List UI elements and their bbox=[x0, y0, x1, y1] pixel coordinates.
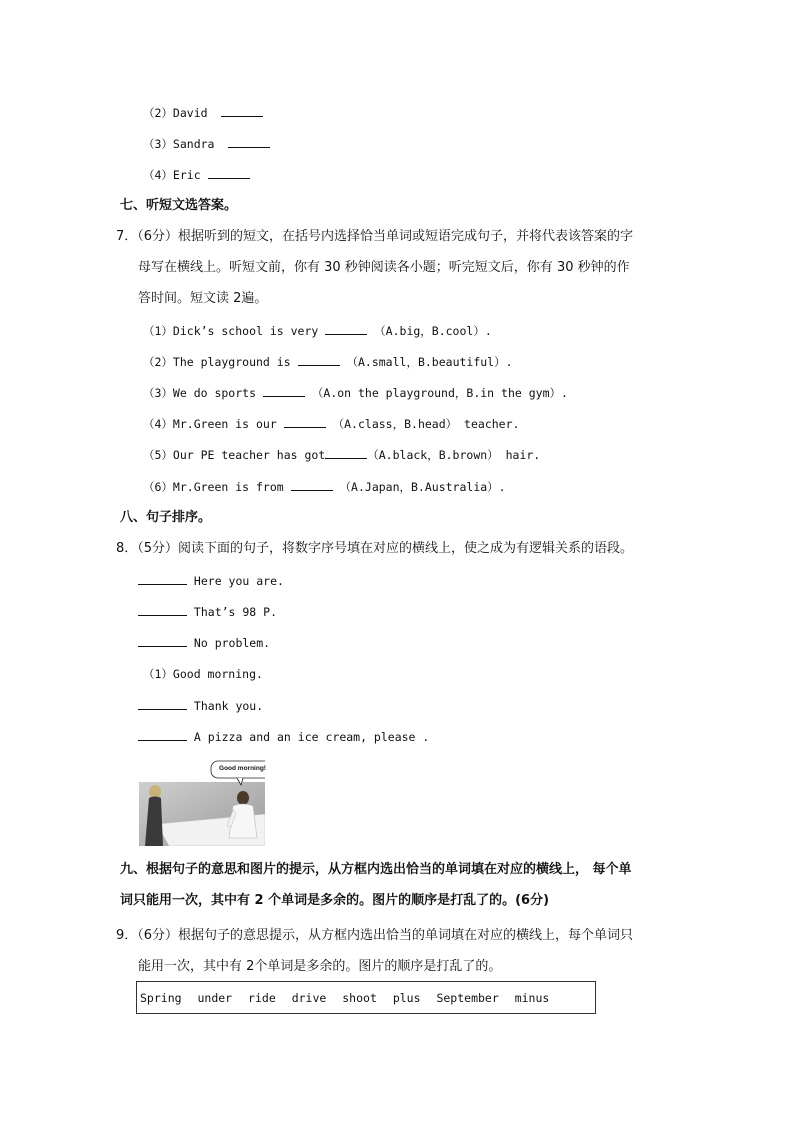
q7-item-5: （5）Our PE teacher has got （A.black，B.brown） hair. bbox=[143, 448, 541, 462]
word-bank-item: September bbox=[436, 991, 499, 1005]
word-bank-item: under bbox=[197, 991, 233, 1005]
answer-blank[interactable] bbox=[221, 105, 263, 117]
answer-blank[interactable] bbox=[284, 416, 326, 428]
word-bank-item: minus bbox=[514, 991, 550, 1005]
q7-item-2: （2）The playground is （A.small，B.beautiful）. bbox=[143, 355, 513, 369]
item-david: （2）David bbox=[143, 105, 263, 121]
answer-blank[interactable] bbox=[138, 729, 187, 741]
answer-blank[interactable] bbox=[325, 447, 367, 459]
question-8: 8．（5分）阅读下面的句子，将数字序号填在对应的横线上，使之成为有逻辑关系的语段。 bbox=[116, 541, 634, 556]
answer-blank[interactable] bbox=[138, 698, 187, 710]
word-bank-item: plus bbox=[392, 991, 421, 1005]
answer-blank[interactable] bbox=[298, 354, 340, 366]
q8-line-4: （1）Good morning. bbox=[143, 667, 263, 681]
word-bank-item: shoot bbox=[342, 991, 377, 1005]
question-9-line2: 能用一次，其中有 2个单词是多余的。图片的顺序是打乱了的。 bbox=[138, 959, 502, 974]
word-bank-box bbox=[136, 981, 596, 1014]
answer-blank[interactable] bbox=[263, 385, 305, 397]
answer-blank[interactable] bbox=[228, 136, 270, 148]
q8-line-1: Here you are. bbox=[138, 573, 284, 589]
answer-blank[interactable] bbox=[291, 479, 333, 491]
part9-heading-line1: 九、根据句子的意思和图片的提示，从方框内选出恰当的单词填在对应的横线上， 每个单 bbox=[120, 862, 632, 877]
part9-heading-line2: 词只能用一次，其中有 2 个单词是多余的。图片的顺序是打乱了的。(6分) bbox=[120, 893, 550, 908]
part8-heading: 八、句子排序。 bbox=[120, 510, 212, 525]
q8-line-6: A pizza and an ice cream, please . bbox=[138, 729, 429, 745]
q8-line-3: No problem. bbox=[138, 635, 270, 651]
answer-blank[interactable] bbox=[138, 573, 187, 585]
q7-item-4: （4）Mr.Green is our （A.class，B.head） teacher. bbox=[143, 417, 520, 431]
speech-bubble-text: Good morning! bbox=[219, 765, 266, 772]
question-9: 9．（6分）根据句子的意思提示，从方框内选出恰当的单词填在对应的横线上，每个单词只 bbox=[116, 928, 634, 943]
word-bank-item: Spring bbox=[140, 991, 182, 1005]
q7-item-6: （6）Mr.Green is from （A.Japan，B.Australia）. bbox=[143, 480, 506, 494]
part7-heading: 七、听短文选答案。 bbox=[120, 198, 238, 213]
answer-blank[interactable] bbox=[138, 635, 187, 647]
answer-blank[interactable] bbox=[138, 604, 187, 616]
word-bank-item: drive bbox=[291, 991, 327, 1005]
question-7-line3: 答时间。短文读 2遍。 bbox=[138, 291, 268, 306]
answer-blank[interactable] bbox=[208, 167, 250, 179]
word-bank-item: ride bbox=[248, 991, 276, 1005]
answer-blank[interactable] bbox=[325, 323, 367, 335]
q8-line-5: Thank you. bbox=[138, 698, 263, 714]
q7-item-3: （3）We do sports （A.on the playground，B.in the gym）. bbox=[143, 386, 568, 400]
q7-item-1: （1）Dick’s school is very （A.big，B.cool）. bbox=[143, 324, 492, 338]
question-7: 7．（6分）根据听到的短文，在括号内选择恰当单词或短语完成句子，并将代表该答案的字 bbox=[116, 229, 634, 244]
question-7-line2: 母写在横线上。听短文前，你有 30 秒钟阅读各小题；听完短文后，你有 30 秒钟的作 bbox=[138, 260, 630, 275]
item-eric: （4）Eric bbox=[143, 167, 250, 183]
q8-line-2: That’s 98 P. bbox=[138, 604, 277, 620]
item-sandra: （3）Sandra bbox=[143, 136, 270, 152]
